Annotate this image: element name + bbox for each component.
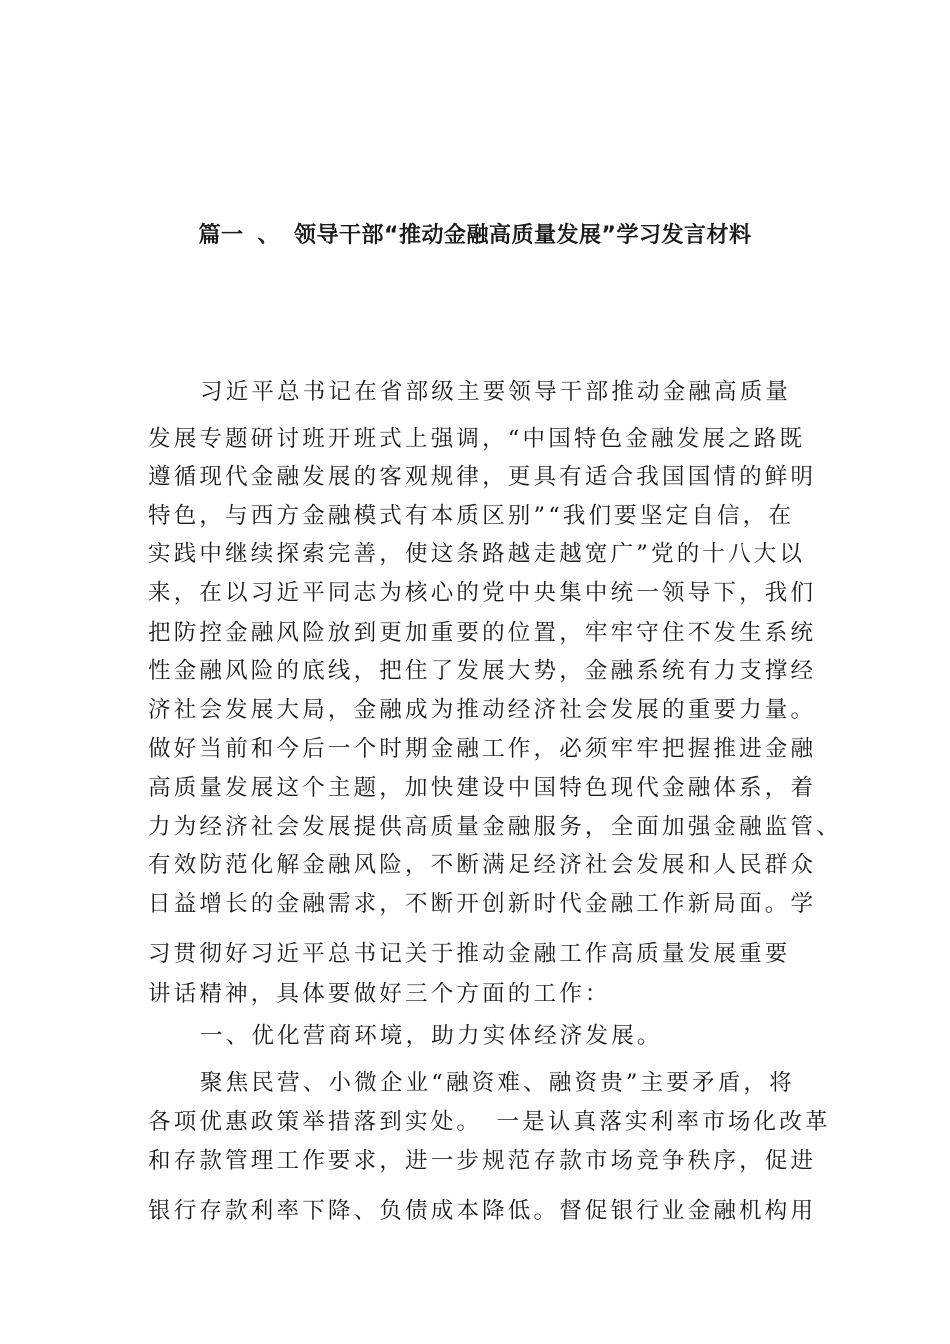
section-heading: 一、优化营商环境，助力实体经济发展。 — [200, 1023, 663, 1049]
title-separator: 、 — [257, 223, 281, 248]
document-title — [0, 218, 950, 249]
title-part-label: 篇一 — [198, 223, 244, 248]
body-line: 聚焦民营、小微企业“融资难、融资贵”主要矛盾，将 — [200, 1070, 795, 1096]
body-line: 遵循现代金融发展的客观规律，更具有适合我国国情的鲜明 — [148, 464, 817, 490]
title-text: 领导干部“推动金融高质量发展”学习发言材料 — [294, 223, 752, 248]
body-line: 有效防范化解金融风险，不断满足经济社会发展和人民群众 — [148, 852, 817, 878]
body-line: 高质量发展这个主题，加快建设中国特色现代金融体系，着 — [148, 775, 817, 801]
body-line: 实践中继续探索完善，使这条路越走越宽广”党的十八大以 — [148, 541, 806, 567]
body-line: 讲话精神，具体要做好三个方面的工作： — [148, 981, 611, 1007]
body-line: 把防控金融风险放到更加重要的位置，牢牢守住不发生系统 — [148, 620, 817, 646]
body-line: 来，在以习近平同志为核心的党中央集中统一领导下，我们 — [148, 580, 817, 606]
body-line: 各项优惠政策举措落到实处。 一是认真落实利率市场化改革 — [148, 1109, 831, 1135]
body-line: 力为经济社会发展提供高质量金融服务，全面加强金融监管、 — [148, 814, 842, 840]
body-line: 日益增长的金融需求，不断开创新时代金融工作新局面。学 — [148, 891, 817, 917]
body-line: 发展专题研讨班开班式上强调，“中国特色金融发展之路既 — [148, 426, 806, 452]
body-line: 特色，与西方金融模式有本质区别”“我们要坚定自信，在 — [148, 503, 795, 529]
body-line: 习贯彻好习近平总书记关于推动金融工作高质量发展重要 — [148, 941, 791, 967]
body-line: 济社会发展大局，金融成为推动经济社会发展的重要力量。 — [148, 697, 817, 723]
body-line: 做好当前和今后一个时期金融工作，必须牢牢把握推进金融 — [148, 736, 817, 762]
body-line: 银行存款利率下降、负债成本降低。督促银行业金融机构用 — [148, 1198, 817, 1224]
body-line: 性金融风险的底线，把住了发展大势，金融系统有力支撑经 — [148, 658, 817, 684]
body-line: 和存款管理工作要求，进一步规范存款市场竞争秩序，促进 — [148, 1148, 817, 1174]
body-line: 习近平总书记在省部级主要领导干部推动金融高质量 — [200, 379, 792, 405]
